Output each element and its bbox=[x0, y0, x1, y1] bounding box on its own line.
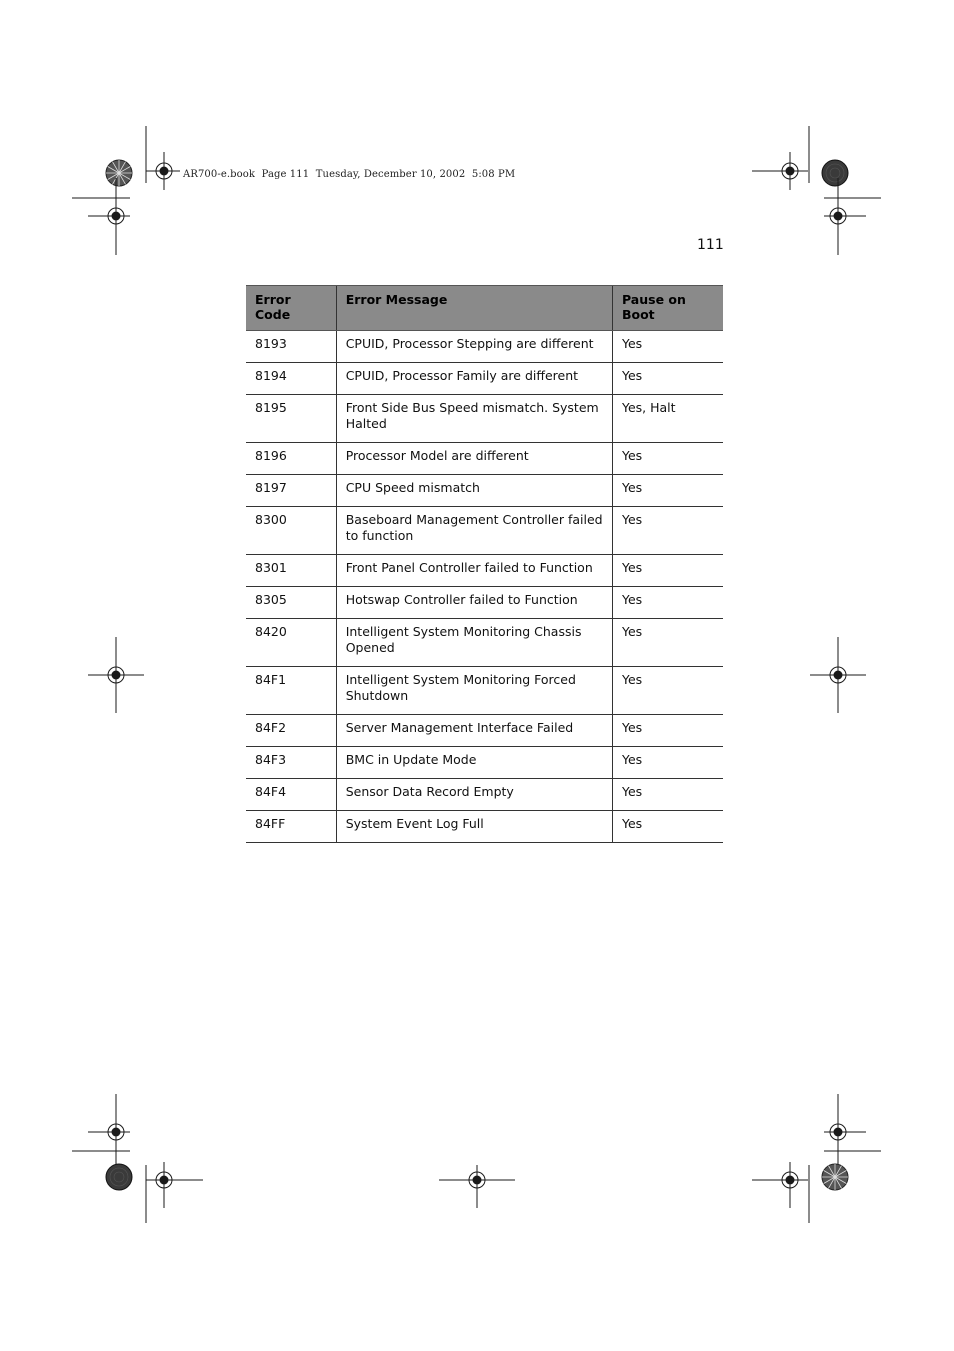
pause-on-boot-cell: Yes bbox=[612, 811, 723, 843]
table-row bbox=[246, 363, 723, 395]
pause-on-boot-cell: Yes bbox=[612, 667, 723, 715]
pause-on-boot-cell: Yes bbox=[612, 507, 723, 555]
error-message-cell: Processor Model are different bbox=[336, 443, 612, 475]
pause-on-boot-cell: Yes bbox=[612, 715, 723, 747]
table-row bbox=[246, 475, 723, 507]
pause-on-boot-cell: Yes bbox=[612, 363, 723, 395]
table-header-row bbox=[246, 286, 723, 331]
pause-on-boot-cell: Yes bbox=[612, 747, 723, 779]
print-header-text: AR700-e.book Page 111 Tuesday, December 10, 2002 5:08 PM bbox=[183, 169, 516, 180]
table-row bbox=[246, 779, 723, 811]
pause-on-boot-cell: Yes bbox=[612, 587, 723, 619]
table-row bbox=[246, 811, 723, 843]
error-code-cell: 8197 bbox=[246, 475, 336, 507]
table-row bbox=[246, 555, 723, 587]
error-code-cell: 84F4 bbox=[246, 779, 336, 811]
table-row bbox=[246, 619, 723, 667]
error-message-cell: Server Management Interface Failed bbox=[336, 715, 612, 747]
top-left-starburst-icon bbox=[106, 160, 132, 186]
error-code-cell: 8195 bbox=[246, 395, 336, 443]
error-code-cell: 8301 bbox=[246, 555, 336, 587]
table-row bbox=[246, 667, 723, 715]
error-message-cell: Intelligent System Monitoring Chassis Opened bbox=[336, 619, 612, 667]
pause-on-boot-cell: Yes bbox=[612, 619, 723, 667]
error-code-cell: 8194 bbox=[246, 363, 336, 395]
error-code-cell: 84F3 bbox=[246, 747, 336, 779]
table-row bbox=[246, 331, 723, 363]
pause-on-boot-cell: Yes bbox=[612, 443, 723, 475]
header-error-code: Error Code bbox=[246, 286, 336, 331]
error-message-cell: Hotswap Controller failed to Function bbox=[336, 587, 612, 619]
pause-on-boot-cell: Yes, Halt bbox=[612, 395, 723, 443]
table-row bbox=[246, 715, 723, 747]
error-code-cell: 84F1 bbox=[246, 667, 336, 715]
error-message-cell: Front Side Bus Speed mismatch. System Halted bbox=[336, 395, 612, 443]
header-error-message: Error Message bbox=[336, 286, 612, 331]
error-message-cell: Front Panel Controller failed to Function bbox=[336, 555, 612, 587]
page-number: 111 bbox=[697, 237, 724, 253]
error-message-cell: BMC in Update Mode bbox=[336, 747, 612, 779]
table-row bbox=[246, 507, 723, 555]
pause-on-boot-cell: Yes bbox=[612, 555, 723, 587]
pause-on-boot-cell: Yes bbox=[612, 779, 723, 811]
top-right-starburst-icon bbox=[822, 160, 848, 186]
table-row bbox=[246, 443, 723, 475]
error-code-table bbox=[246, 285, 723, 843]
error-message-cell: Baseboard Management Controller failed to function bbox=[336, 507, 612, 555]
table-row bbox=[246, 395, 723, 443]
error-code-cell: 8305 bbox=[246, 587, 336, 619]
error-code-cell: 84FF bbox=[246, 811, 336, 843]
error-message-cell: Sensor Data Record Empty bbox=[336, 779, 612, 811]
header-pause-on-boot: Pause on Boot bbox=[612, 286, 723, 331]
error-message-cell: Intelligent System Monitoring Forced Shutdown bbox=[336, 667, 612, 715]
error-message-cell: CPU Speed mismatch bbox=[336, 475, 612, 507]
error-code-cell: 84F2 bbox=[246, 715, 336, 747]
table-row bbox=[246, 587, 723, 619]
error-message-cell: System Event Log Full bbox=[336, 811, 612, 843]
bottom-right-starburst-icon bbox=[822, 1164, 848, 1190]
error-message-cell: CPUID, Processor Stepping are different bbox=[336, 331, 612, 363]
table-row bbox=[246, 747, 723, 779]
pause-on-boot-cell: Yes bbox=[612, 475, 723, 507]
error-code-cell: 8300 bbox=[246, 507, 336, 555]
error-code-cell: 8193 bbox=[246, 331, 336, 363]
error-code-cell: 8420 bbox=[246, 619, 336, 667]
pause-on-boot-cell: Yes bbox=[612, 331, 723, 363]
error-code-cell: 8196 bbox=[246, 443, 336, 475]
error-message-cell: CPUID, Processor Family are different bbox=[336, 363, 612, 395]
bottom-left-starburst-icon bbox=[106, 1164, 132, 1190]
